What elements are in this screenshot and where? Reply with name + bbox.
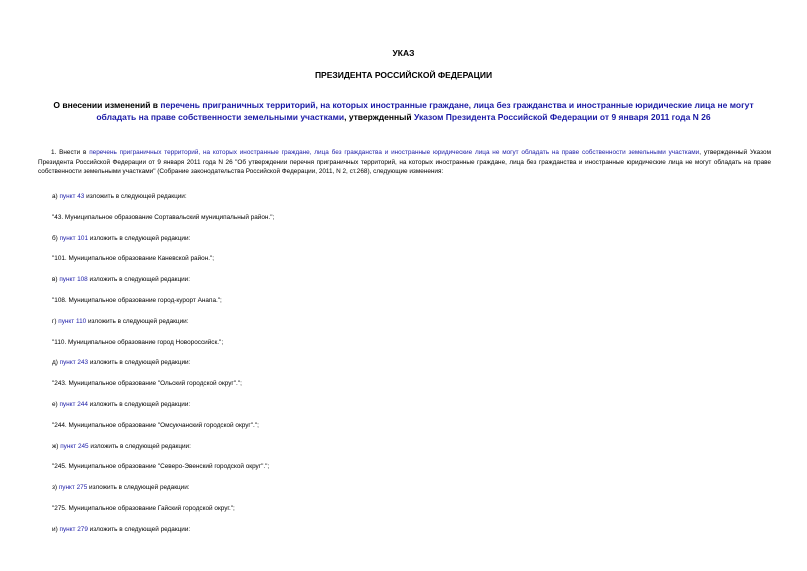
item-letter: и) xyxy=(52,526,60,533)
amendment-text-g: "110. Муниципальное образование город Новороссийск."; xyxy=(52,339,224,346)
amendment-instruction-zh xyxy=(52,442,191,451)
amendment-instruction-e xyxy=(52,400,190,409)
amendment-text-zh: "245. Муниципальное образование "Северо-Эвенский городской округ"."; xyxy=(52,463,270,470)
intro-link-list[interactable]: перечень приграничных территорий, на которых иностранные граждане, лица без гражданства и иностранные юридические лица не могут обладать на праве собственности земельными участками xyxy=(89,149,700,156)
intro-text-2: , утвержденный Указом Президента Российской Федерации от 9 января 2011 года N 26 "Об утверждении перечня приграничных территорий, на которых иностранные граждане, лица без гражданства и иностранные юридические лица не могут обладать на праве собственности земельными участками" (Собрание законодательства Российской Федерации, 2011, N 2, ст.268), следующие изменения: xyxy=(38,149,771,176)
item-letter: з) xyxy=(52,484,59,491)
item-letter: ж) xyxy=(52,443,61,450)
instruction-text: изложить в следующей редакции: xyxy=(87,276,191,283)
heading-text: О внесении изменений в xyxy=(53,100,161,110)
amendment-instruction-i xyxy=(52,525,190,534)
clause-link-275[interactable]: пункт 275 xyxy=(58,484,88,491)
amendment-instruction-a xyxy=(52,192,187,201)
clause-link-245[interactable]: пункт 245 xyxy=(60,443,89,450)
intro-text: 1. Внести в xyxy=(51,149,90,156)
heading-text-2: , утвержденный xyxy=(344,112,414,122)
instruction-text: изложить в следующей редакции: xyxy=(87,484,190,491)
clause-link-244[interactable]: пункт 244 xyxy=(59,401,88,408)
amendment-instruction-d xyxy=(52,358,190,367)
item-letter: е) xyxy=(52,401,60,408)
item-letter: б) xyxy=(52,235,60,242)
heading-link-list[interactable]: перечень приграничных территорий, на которых иностранные граждане, лица без гражданства и иностранные юридические лица не могут обладать на праве собственности земельными участками xyxy=(96,100,754,122)
instruction-text: изложить в следующей редакции: xyxy=(88,359,191,366)
document-subtitle: ПРЕЗИДЕНТА РОССИЙСКОЙ ФЕДЕРАЦИИ xyxy=(314,70,493,80)
clause-link-110[interactable]: пункт 110 xyxy=(58,318,87,325)
document-heading xyxy=(36,99,771,123)
clause-link-108[interactable]: пункт 108 xyxy=(59,276,88,283)
clause-link-101[interactable]: пункт 101 xyxy=(59,235,88,242)
instruction-text: изложить в следующей редакции: xyxy=(87,526,191,533)
amendment-text-d: "243. Муниципальное образование "Ольский городской округ"."; xyxy=(52,380,242,387)
clause-link-243[interactable]: пункт 243 xyxy=(59,359,89,366)
document-title: УКАЗ xyxy=(392,48,415,58)
amendment-text-a: "43. Муниципальное образование Сортавальский муниципальный район."; xyxy=(52,214,275,221)
amendment-text-v: "108. Муниципальное образование город-курорт Анапа."; xyxy=(52,297,222,304)
amendment-instruction-v xyxy=(52,275,190,284)
amendment-text-e: "244. Муниципальное образование "Омсукчанский городской округ"."; xyxy=(52,422,259,429)
instruction-text: изложить в следующей редакции: xyxy=(88,235,191,242)
amendment-text-b: "101. Муниципальное образование Каневской район."; xyxy=(52,255,215,262)
amendment-instruction-g xyxy=(52,317,189,326)
amendment-text-z: "275. Муниципальное образование Гайский городской округ."; xyxy=(52,505,235,512)
instruction-text: изложить в следующей редакции: xyxy=(87,401,191,408)
instruction-text: изложить в следующей редакции: xyxy=(86,318,189,325)
amendment-instruction-z xyxy=(52,483,190,492)
item-letter: д) xyxy=(52,359,60,366)
item-letter: в) xyxy=(52,276,60,283)
intro-paragraph xyxy=(38,148,771,177)
instruction-text: изложить в следующей редакции: xyxy=(84,193,187,200)
instruction-text: изложить в следующей редакции: xyxy=(88,443,191,450)
clause-link-43[interactable]: пункт 43 xyxy=(59,193,85,200)
item-letter: г) xyxy=(52,318,59,325)
item-letter: а) xyxy=(52,193,60,200)
clause-link-279[interactable]: пункт 279 xyxy=(59,526,88,533)
amendment-instruction-b xyxy=(52,234,190,243)
heading-link-decree[interactable]: Указом Президента Российской Федерации от 9 января 2011 года N 26 xyxy=(414,112,711,122)
